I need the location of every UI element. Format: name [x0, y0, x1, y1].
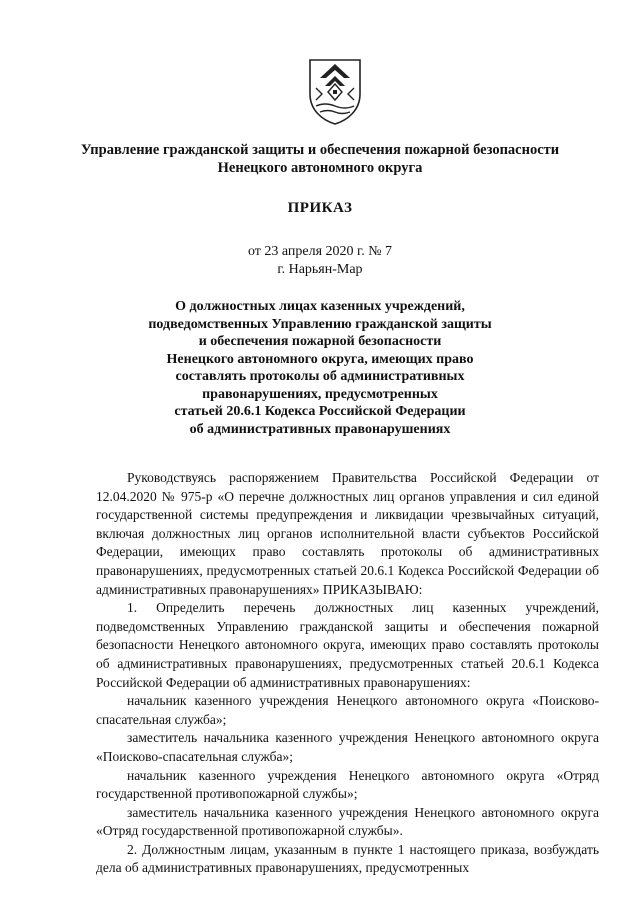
body-paragraph: заместитель начальника казенного учреждения Ненецкого автономного округа «Поисково-спасательная служба»; [96, 730, 599, 764]
body-paragraph: Руководствуясь распоряжением Правительства Российской Федерации от 12.04.2020 № 975-р «О перечне должностных лиц органов управления и сил единой государственной системы предупреждения и ликвидации чрезвычайных ситуаций, включая должностных лиц органов исполнительной власти субъектов Российской Федерации, имеющих право составлять протоколы об административных правонарушениях, предусмотренных статьей 20.6.1 Кодекса Российской Федерации об административных правонарушениях» ПРИКАЗЫВАЮ: [96, 470, 599, 597]
body-paragraph: 2. Должностным лицам, указанным в пункте 1 настоящего приказа, возбуждать дела об административных правонарушениях, предусмотренных [96, 841, 599, 876]
document-type: ПРИКАЗ [287, 200, 353, 216]
date-place-block [0, 243, 640, 279]
coat-of-arms-icon [300, 54, 370, 126]
subject-line: правонарушениях, предусмотренных [202, 386, 438, 402]
document-subject [0, 298, 640, 438]
body-paragraph: начальник казенного учреждения Ненецкого автономного округа «Поисково-спасательная служба»; [96, 693, 599, 727]
organization-name [0, 141, 640, 177]
org-line-1: Управление гражданской защиты и обеспечения пожарной безопасности [80, 142, 560, 158]
subject-line: О должностных лицах казенных учреждений, [175, 299, 465, 314]
subject-line: подведомственных Управлению гражданской защиты [148, 316, 492, 332]
subject-line: об административных правонарушениях [189, 421, 451, 437]
subject-line: и обеспечения пожарной безопасности [198, 334, 442, 349]
subject-line: Ненецкого автономного округа, имеющих право [166, 351, 474, 367]
document-body [96, 469, 599, 878]
body-paragraph: 1. Определить перечень должностных лиц казенных учреждений, подведомственных Управлению гражданской защиты и обеспечения пожарной безопасности Ненецкого автономного округа, имеющих право составлять протоколы об административных правонарушениях, предусмотренных статьей 20.6.1 Кодекса Российской Федерации об административных правонарушениях: [96, 600, 599, 690]
body-paragraph: начальник казенного учреждения Ненецкого автономного округа «Отряд государственной противопожарной службы»; [96, 767, 599, 802]
subject-line: статьей 20.6.1 Кодекса Российской Федерации [174, 404, 466, 419]
subject-line: составлять протоколы об административных [175, 369, 465, 384]
document-date: от 23 апреля 2020 г. № 7 [247, 244, 393, 259]
body-paragraph: заместитель начальника казенного учреждения Ненецкого автономного округа «Отряд государственной противопожарной службы». [96, 804, 599, 839]
org-line-2: Ненецкого автономного округа [217, 160, 423, 176]
document-place: г. Нарьян-Мар [277, 262, 363, 277]
